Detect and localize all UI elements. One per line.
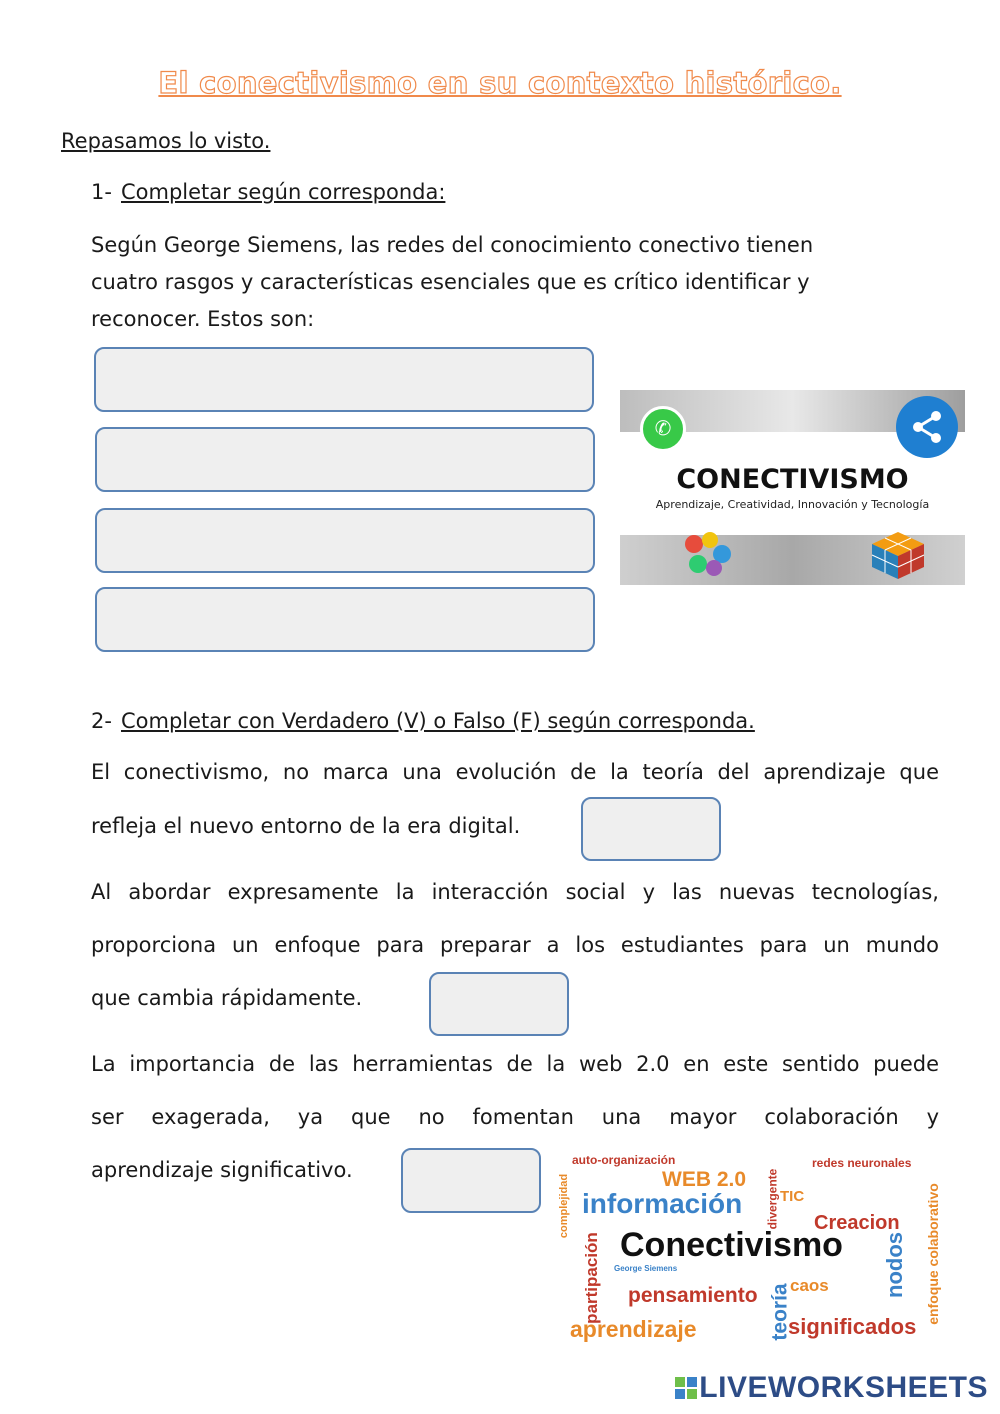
word-cloud-word: pensamiento bbox=[628, 1284, 758, 1307]
word-cloud-word: información bbox=[582, 1188, 743, 1219]
word-cloud-word: Conectivismo bbox=[620, 1226, 843, 1264]
statement-2-answer-box[interactable] bbox=[429, 972, 569, 1036]
colored-hands-icon bbox=[680, 530, 734, 580]
statement-3-answer-box[interactable] bbox=[401, 1148, 541, 1213]
statement-3-line: La importancia de las herramientas de la web 2.0 en este sentido puede bbox=[91, 1052, 939, 1076]
share-icon bbox=[896, 396, 958, 458]
statement-1-line: El conectivismo, no marca una evolución de la teoría del aprendizaje que bbox=[91, 760, 939, 784]
statement-2-line: proporciona un enfoque para preparar a los estudiantes para un mundo bbox=[91, 933, 939, 957]
q1-prompt bbox=[91, 227, 891, 338]
word-cloud-word: partipación bbox=[581, 1232, 601, 1324]
word-cloud-word: caos bbox=[790, 1276, 829, 1295]
q1-prompt-line: reconocer. Estos son: bbox=[91, 307, 315, 331]
word-cloud-word: enfoque colaborativo bbox=[924, 1183, 941, 1325]
q1-answer-box-1[interactable] bbox=[94, 347, 594, 412]
statement-2-line: que cambia rápidamente. bbox=[91, 986, 363, 1010]
word-cloud-word: nodos bbox=[882, 1232, 907, 1298]
word-cloud-word: redes neuronales bbox=[812, 1156, 912, 1170]
word-cloud-word: Creacion bbox=[814, 1212, 900, 1234]
word-cloud-word: TIC bbox=[780, 1188, 805, 1205]
banner-title: CONECTIVISMO bbox=[676, 464, 909, 495]
statement-1-answer-box[interactable] bbox=[581, 797, 721, 861]
q1-number: 1- bbox=[91, 180, 112, 204]
q1-answer-box-4[interactable] bbox=[95, 587, 595, 652]
social-media-cube-icon bbox=[870, 530, 926, 580]
whatsapp-icon: ✆ bbox=[640, 406, 686, 452]
statement-3-line: ser exagerada, ya que no fomentan una mayor colaboración y bbox=[91, 1105, 939, 1129]
statement-3-line: aprendizaje significativo. bbox=[91, 1158, 353, 1182]
page-title: El conectivismo en su contexto histórico. bbox=[158, 66, 842, 100]
word-cloud-word: divergente bbox=[765, 1168, 780, 1230]
liveworksheets-logo-icon bbox=[675, 1373, 697, 1395]
statement-1-line: refleja el nuevo entorno de la era digital. bbox=[91, 814, 521, 838]
word-cloud-word: WEB 2.0 bbox=[662, 1168, 747, 1191]
review-heading: Repasamos lo visto. bbox=[61, 129, 271, 153]
banner-subtitle: Aprendizaje, Creatividad, Innovación y Tecnología bbox=[655, 498, 930, 511]
q1-prompt-line: cuatro rasgos y características esenciales que es crítico identificar y bbox=[91, 270, 810, 294]
word-cloud-word: complejidad bbox=[558, 1173, 571, 1239]
word-cloud-word: teoría bbox=[768, 1283, 792, 1341]
statement-2-line: Al abordar expresamente la interacción social y las nuevas tecnologías, bbox=[91, 880, 939, 904]
word-cloud-image bbox=[558, 1150, 957, 1350]
word-cloud-word: George Siemens bbox=[614, 1264, 678, 1273]
liveworksheets-logo-text: LIVEWORKSHEETS bbox=[699, 1371, 988, 1404]
word-cloud-word: aprendizaje bbox=[570, 1316, 697, 1342]
q1-answer-box-2[interactable] bbox=[95, 427, 595, 492]
conectivismo-banner-image bbox=[620, 390, 965, 585]
q2-instruction: Completar con Verdadero (V) o Falso (F) según corresponda. bbox=[121, 709, 755, 733]
q1-answer-box-3[interactable] bbox=[95, 508, 595, 573]
q1-prompt-line: Según George Siemens, las redes del conocimiento conectivo tienen bbox=[91, 233, 814, 257]
q1-instruction: Completar según corresponda: bbox=[121, 180, 446, 204]
word-cloud-word: significados bbox=[788, 1314, 917, 1339]
liveworksheets-logo bbox=[675, 1371, 988, 1405]
q2-number: 2- bbox=[91, 709, 112, 733]
word-cloud-word: auto-organización bbox=[572, 1153, 676, 1167]
